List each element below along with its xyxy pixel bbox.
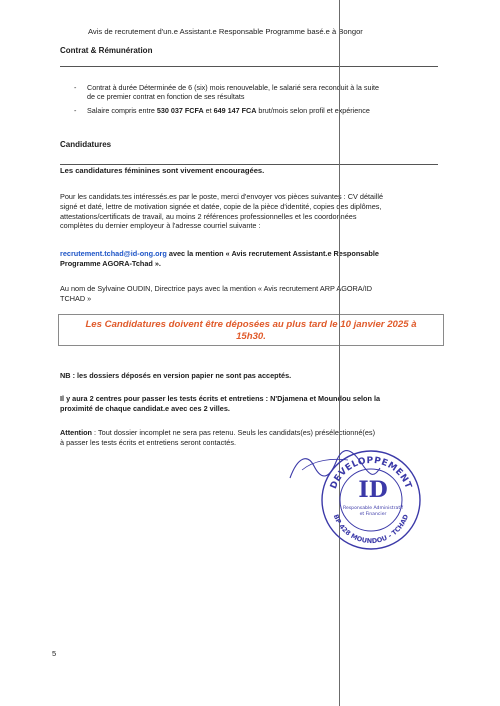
bullet-salary — [87, 106, 442, 115]
salary-text: et — [203, 106, 214, 115]
instruction-line: Pour les candidats.tes intéressés.es par le poste, merci d'envoyer vos pièces suivantes : CV détaillé — [60, 192, 384, 201]
addressee-line: Au nom de Sylvaine OUDIN, Directrice pays avec la mention « Avis recrutement ARP AGORA/ID — [60, 284, 373, 293]
deadline-line: Les Candidatures doivent être déposées au plus tard le 10 janvier 2025 à — [85, 319, 417, 330]
mention-text: Programme AGORA-Tchad ». — [60, 258, 161, 268]
attention-text: : Tout dossier incomplet ne sera pas retenu. Seuls les candidats(es) présélectionné(es) — [92, 428, 376, 437]
centres-line: proximité de chaque candidat.e avec ces 2 villes. — [60, 403, 230, 413]
addressee-paragraph — [60, 284, 440, 304]
application-instructions — [60, 192, 440, 231]
salary-text: brut/mois selon profil et expérience — [256, 106, 370, 115]
instruction-line: complètes du dernier employeur à l'adresse courriel suivante : — [60, 221, 261, 231]
organisation-stamp — [318, 448, 424, 552]
stamp-role: Responsable Administratif — [342, 506, 404, 511]
stamp-ring-top: DEVELOPPEMENT — [328, 455, 414, 491]
email-link[interactable]: recrutement.tchad@id-ong.org — [60, 249, 167, 258]
bullet-line: Contrat à durée Déterminée de 6 (six) mois renouvelable, le salarié sera reconduit à la suite — [87, 83, 380, 92]
page-number: 5 — [52, 649, 57, 658]
stamp-logo: ID — [358, 477, 388, 503]
test-centres-paragraph — [60, 394, 440, 414]
mention-text: avec la mention « Avis recrutement Assistant.e Responsable — [166, 249, 379, 258]
page-header: Avis de recrutement d'un.e Assistant.e Responsable Programme basé.e à Bongor — [88, 27, 363, 36]
instruction-line: signé et daté, lettre de motivation signée et datée, copie de la pièce d'identité, copies des diplômes, — [60, 201, 382, 211]
stamp-role: et Financier — [359, 512, 387, 517]
bullet-marker: - — [74, 83, 77, 92]
bullet-marker: - — [74, 106, 77, 115]
section-rule — [60, 164, 438, 165]
deadline-line: 15h30. — [236, 331, 266, 342]
salary-max: 649 147 FCA — [213, 106, 257, 115]
section-title-candidatures: Candidatures — [60, 140, 112, 149]
salary-text: Salaire compris entre — [87, 106, 157, 115]
centres-line: Il y aura 2 centres pour passer les tests écrits et entretiens : N'Djamena et Moundou selon la — [60, 394, 381, 403]
addressee-line: TCHAD » — [60, 293, 92, 303]
nb-note: NB : les dossiers déposés en version papier ne sont pas acceptés. — [60, 371, 292, 380]
attention-label: Attention — [60, 428, 93, 437]
attention-text: à passer les tests écrits et entretiens seront contactés. — [60, 437, 237, 447]
encouragement-text: Les candidatures féminines sont vivement encouragées. — [60, 166, 265, 175]
attention-paragraph — [60, 428, 440, 448]
section-rule — [60, 66, 438, 67]
scan-line-artifact — [339, 0, 340, 706]
salary-min: 530 037 FCFA — [156, 106, 204, 115]
section-title-contrat: Contrat & Rémunération — [60, 46, 153, 55]
bullet-line: de ce premier contrat en fonction de ses résultats — [87, 92, 245, 101]
instruction-line: attestations/certificats de travail, au moins 2 références professionnelles et les coordonnées — [60, 211, 357, 221]
deadline-box — [58, 314, 444, 346]
email-paragraph — [60, 249, 440, 269]
bullet-contract-duration — [87, 83, 442, 101]
deadline-text — [59, 319, 443, 343]
stamp-ring-bottom: BP 428 MOUNDOU - TCHAD — [331, 513, 411, 546]
